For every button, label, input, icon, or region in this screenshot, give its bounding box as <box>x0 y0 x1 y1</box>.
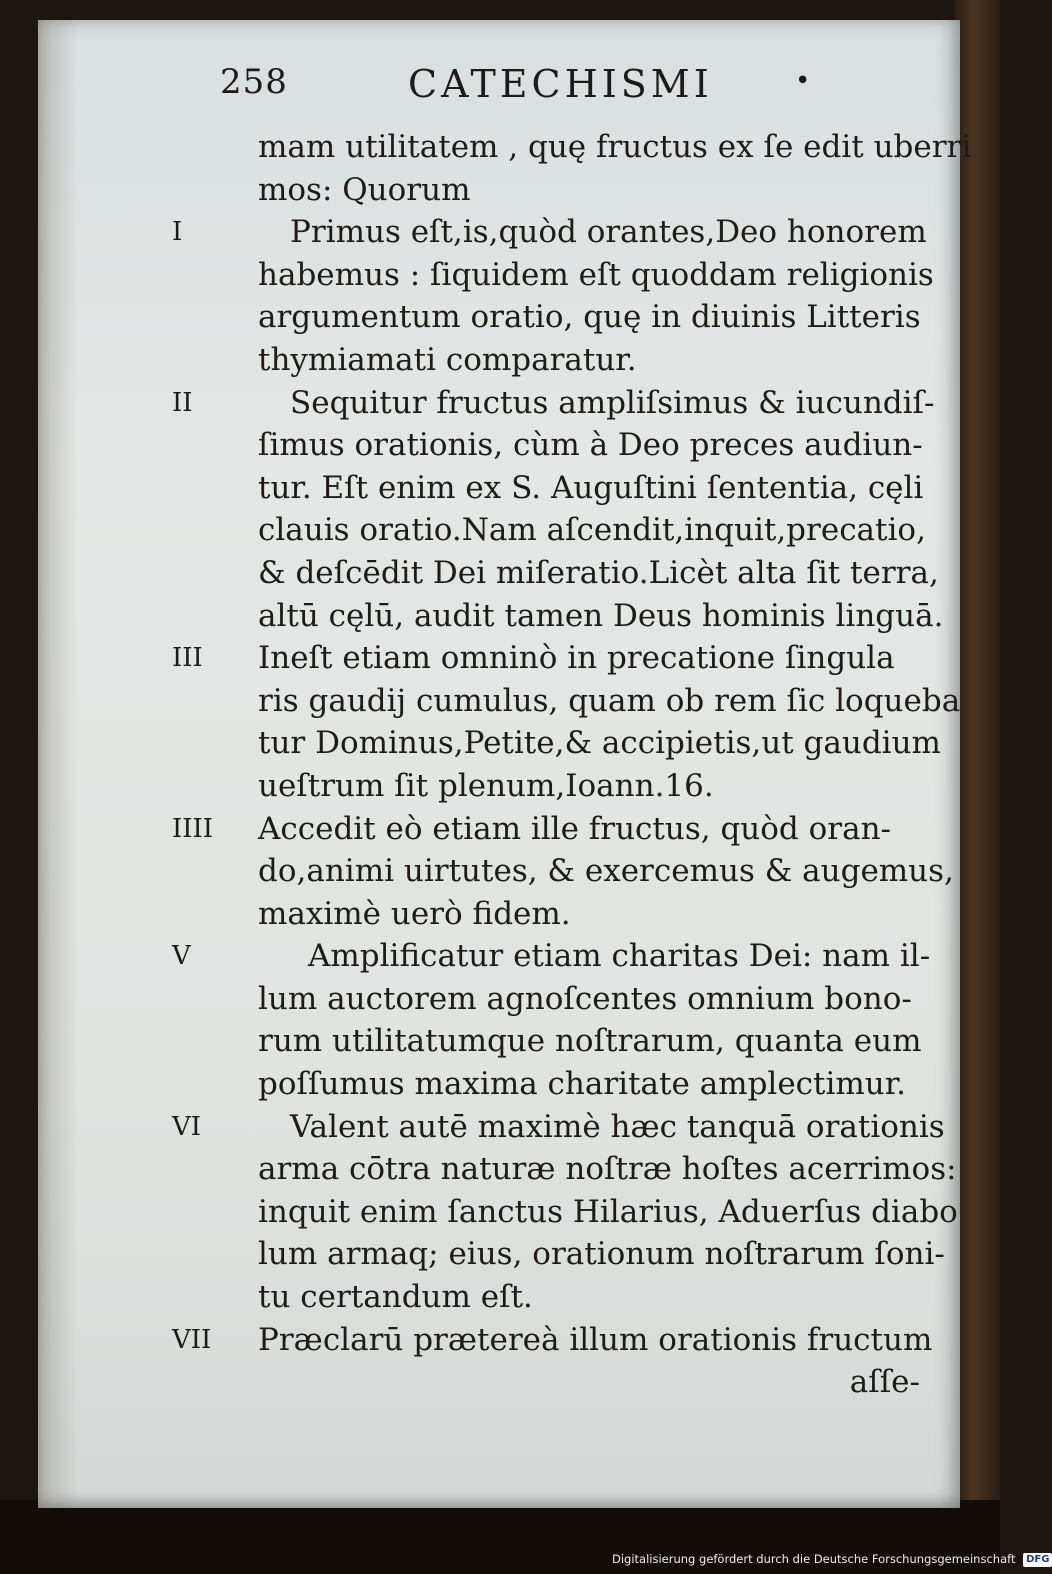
line-text: arma cōtra naturæ noſtræ hoſtes acerrimos: <box>258 1151 957 1188</box>
line-text: tur Dominus,Petite,& accipietis,ut gaudium <box>258 725 941 762</box>
line-text: Ineſt etiam omninò in precatione ſingula <box>258 640 895 677</box>
line-text: tur. Eſt enim ex S. Auguſtini ſententia, cęli <box>258 469 924 506</box>
line-text: lum armaq; eius, orationum noſtrarum ſoni- <box>258 1236 945 1273</box>
line-text: altū cęlū, audit tamen Deus hominis linguā. <box>258 597 944 634</box>
section-numeral: III <box>172 643 203 674</box>
dfg-logo: DFG <box>1023 1553 1052 1567</box>
text-line <box>180 978 920 1021</box>
catchword-row <box>180 1361 920 1403</box>
text-line <box>180 339 920 382</box>
line-text: argumentum oratio, quę in diuinis Litteris <box>258 299 921 336</box>
text-line <box>180 850 954 893</box>
text-line <box>180 1063 920 1106</box>
section-numeral: V <box>172 941 191 972</box>
line-text: maximè uerò fidem. <box>258 895 571 932</box>
text-line <box>180 126 972 169</box>
line-text: clauis oratio.Nam aſcendit,inquit,precatio, <box>258 512 926 549</box>
text-line <box>180 254 934 297</box>
text-line <box>172 1319 933 1362</box>
line-text: mam utilitatem , quę fructus ex ſe edit uberri <box>258 129 972 165</box>
line-text: ris gaudij cumulus, quam ob rem ſic loqueba <box>258 682 961 719</box>
text-line <box>172 808 920 851</box>
text-line <box>180 1233 945 1276</box>
text-line <box>172 1106 945 1149</box>
line-text: poſſumus maxima charitate amplectimur. <box>258 1066 907 1103</box>
line-text: Valent autē maximè hæc tanquā orationis <box>290 1108 945 1145</box>
running-head <box>220 62 910 122</box>
line-text: rum utilitatumque noſtrarum, quanta eum <box>258 1023 922 1060</box>
body-text <box>172 126 972 1403</box>
line-text: Sequitur fructus ampliſsimus & iucundiſ- <box>290 384 935 421</box>
page-gutter-shade <box>38 20 78 1508</box>
section-numeral: II <box>172 387 193 418</box>
line-text: lum auctorem agnoſcentes omnium bono- <box>258 980 912 1017</box>
text-line <box>180 296 920 339</box>
line-text: thymiamati comparatur. <box>258 341 637 378</box>
section-numeral: VII <box>172 1324 212 1355</box>
catchword: aſſe- <box>849 1364 920 1401</box>
text-line <box>180 1020 920 1063</box>
text-line <box>172 382 935 425</box>
text-line <box>172 637 920 680</box>
text-line <box>180 1148 957 1191</box>
section-numeral: IIII <box>172 813 214 844</box>
section-numeral: I <box>172 217 183 248</box>
credit-text: Digitalisierung gefördert durch die Deutsche Forschungsgemeinschaft <box>612 1552 1016 1566</box>
digitization-credit <box>612 1549 1052 1569</box>
text-line <box>172 211 927 254</box>
line-text: tu certandum eſt. <box>258 1279 533 1316</box>
line-text: & deſcēdit Dei miſeratio.Licèt alta ſit terra, <box>258 554 939 591</box>
text-line <box>180 467 924 510</box>
ornament-mark: • <box>795 66 811 96</box>
line-text: Amplificatur etiam charitas Dei: nam il- <box>308 938 931 975</box>
line-text: mos: Quorum <box>258 171 471 208</box>
running-title: CATECHISMI <box>408 62 713 106</box>
text-line <box>180 765 920 808</box>
text-line <box>180 1276 920 1319</box>
text-line <box>180 424 923 467</box>
text-line <box>172 935 931 978</box>
text-line <box>180 893 920 936</box>
text-line <box>180 169 920 212</box>
line-text: Primus eſt,is,quòd orantes,Deo honorem <box>290 214 927 251</box>
line-text: inquit enim ſanctus Hilarius, Aduerſus diabo <box>258 1193 958 1230</box>
book-edge-right <box>955 0 1000 1574</box>
line-text: habemus : ſiquidem eſt quoddam religionis <box>258 256 934 293</box>
text-line <box>180 595 944 638</box>
line-text: Accedit eò etiam ille fructus, quòd oran- <box>258 810 892 847</box>
text-line <box>180 1191 958 1234</box>
text-line <box>180 722 941 765</box>
text-line <box>180 509 926 552</box>
line-text: do,animi uirtutes, & exercemus & augemus, <box>258 853 954 890</box>
text-line <box>180 680 961 723</box>
page-number: 258 <box>220 62 288 102</box>
section-numeral: VI <box>172 1111 202 1142</box>
line-text: ueſtrum ſit plenum,Ioann.16. <box>258 767 714 804</box>
text-line <box>180 552 939 595</box>
line-text: ſimus orationis, cùm à Deo preces audiun- <box>258 427 923 464</box>
line-text: Præclarū prætereà illum orationis fructum <box>258 1321 933 1358</box>
